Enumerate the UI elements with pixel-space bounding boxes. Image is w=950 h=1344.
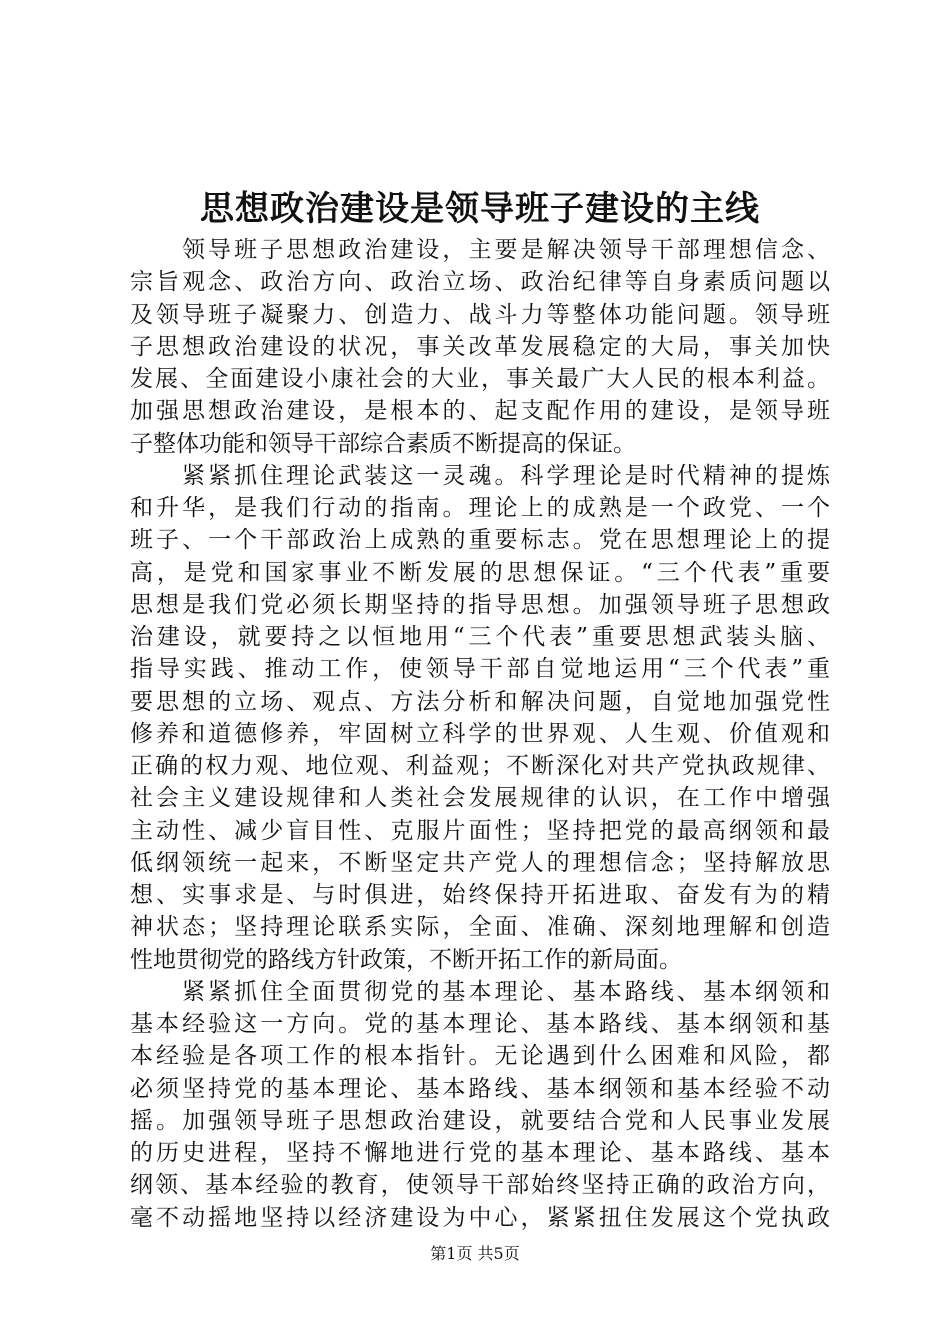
text-line: 纲领、基本经验的教育，使领导干部始终坚持正确的政治方向， [130, 1172, 830, 1199]
document-title: 思想政治建设是领导班子建设的主线 [200, 189, 760, 229]
text-line: 要思想的立场、观点、方法分析和解决问题，自觉地加强党性 [130, 688, 830, 715]
text-line: 必须坚持党的基本理论、基本路线、基本纲领和基本经验不动 [130, 1075, 830, 1102]
text-line: 思想是我们党必须长期坚持的指导思想。加强领导班子思想政 [130, 591, 830, 618]
text-line: 发展、全面建设小康社会的大业，事关最广大人民的根本利益。 [130, 366, 830, 392]
text-line: 及领导班子凝聚力、创造力、战斗力等整体功能问题。领导班 [130, 301, 830, 328]
page-number-footer: 第1页 共5页 [430, 1244, 520, 1263]
text-line: 正确的权力观、地位观、利益观；不断深化对共产党执政规律、 [130, 753, 830, 779]
text-line: 紧紧抓住全面贯彻党的基本理论、基本路线、基本纲领和 [182, 978, 830, 1005]
paragraph [130, 234, 830, 460]
text-line: 治建设，就要持之以恒地用“三个代表”重要思想武装头脑、 [130, 624, 830, 650]
paragraph [130, 976, 830, 1234]
text-line: 宗旨观念、政治方向、政治立场、政治纪律等自身素质问题以 [130, 269, 830, 296]
text-line: 神状态；坚持理论联系实际，全面、准确、深刻地理解和创造 [130, 914, 830, 941]
text-line: 低纲领统一起来，不断坚定共产党人的理想信念；坚持解放思 [130, 849, 830, 876]
text-line: 加强思想政治建设，是根本的、起支配作用的建设，是领导班 [130, 398, 830, 425]
text-line: 的历史进程，坚持不懈地进行党的基本理论、基本路线、基本 [130, 1140, 830, 1166]
text-line: 领导班子思想政治建设，主要是解决领导干部理想信念、 [182, 237, 830, 263]
text-line: 想、实事求是、与时俱进，始终保持开拓进取、奋发有为的精 [130, 882, 830, 908]
text-line: 本经验是各项工作的根本指针。无论遇到什么困难和风险，都 [130, 1043, 830, 1070]
text-line: 和升华，是我们行动的指南。理论上的成熟是一个政党、一个 [130, 495, 830, 521]
text-line: 摇。加强领导班子思想政治建设，就要结合党和人民事业发展 [130, 1107, 830, 1134]
text-line: 主动性、减少盲目性、克服片面性；坚持把党的最高纲领和最 [130, 817, 830, 844]
text-line: 毫不动摇地坚持以经济建设为中心，紧紧扭住发展这个党执政 [130, 1204, 830, 1231]
paragraph [130, 460, 830, 976]
text-line: 高，是党和国家事业不断发展的思想保证。“三个代表”重要 [130, 559, 830, 586]
text-line: 指导实践、推动工作，使领导干部自觉地运用“三个代表”重 [130, 656, 830, 683]
text-line: 子思想政治建设的状况，事关改革发展稳定的大局，事关加快 [130, 333, 830, 360]
text-line: 社会主义建设规律和人类社会发展规律的认识，在工作中增强 [130, 785, 830, 812]
text-line: 子整体功能和领导干部综合素质不断提高的保证。 [130, 430, 636, 457]
text-line: 基本经验这一方向。党的基本理论、基本路线、基本纲领和基 [130, 1011, 830, 1037]
text-line: 修养和道德修养，牢固树立科学的世界观、人生观、价值观和 [130, 720, 830, 747]
text-line: 性地贯彻党的路线方针政策，不断开拓工作的新局面。 [130, 946, 682, 973]
text-line: 紧紧抓住理论武装这一灵魂。科学理论是时代精神的提炼 [182, 462, 830, 489]
text-line: 班子、一个干部政治上成熟的重要标志。党在思想理论上的提 [130, 527, 830, 554]
document-body [130, 234, 830, 1234]
